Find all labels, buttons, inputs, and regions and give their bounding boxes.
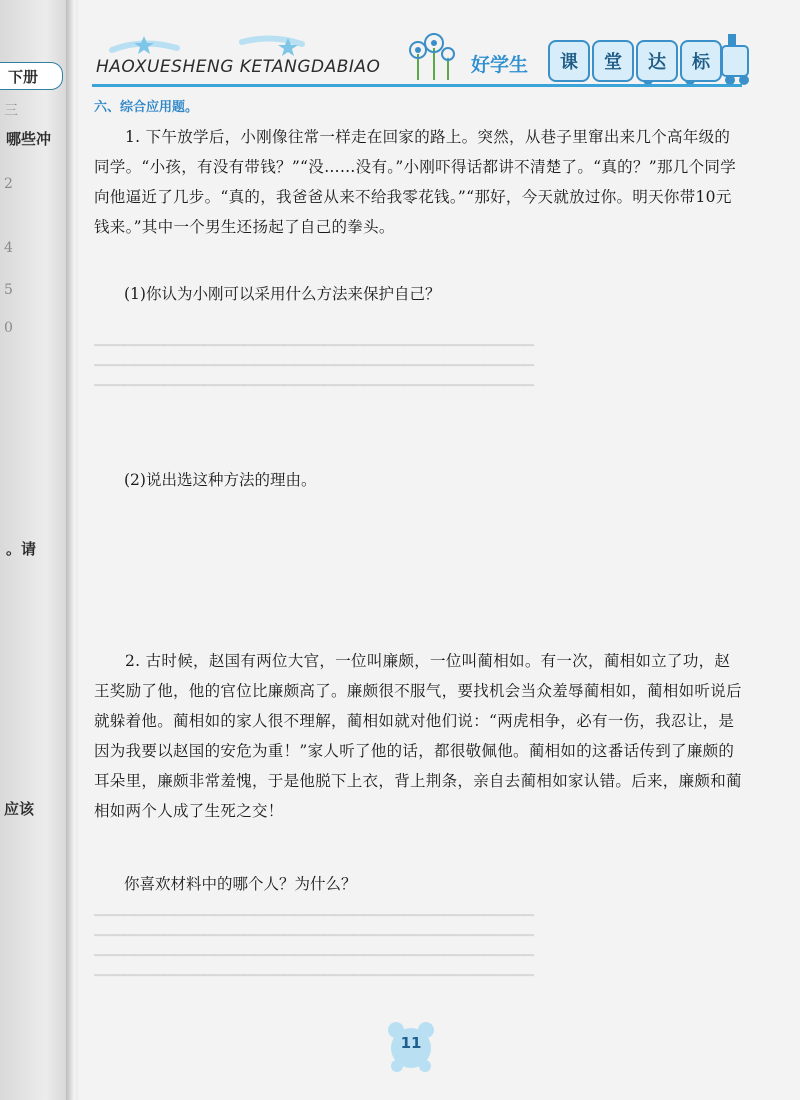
brand-box: 达 <box>636 40 678 82</box>
question-1-sub-1: (1)你认为小刚可以采用什么方法来保护自己？ <box>124 285 441 303</box>
brand-box: 课 <box>548 40 590 82</box>
left-fragment: 0 <box>4 320 13 336</box>
left-fragment: 4 <box>4 240 13 256</box>
question-1-sub-2: (2)说出选这种方法的理由。 <box>124 471 317 489</box>
question-2-prompt: 你喜欢材料中的哪个人？为什么？ <box>124 875 357 893</box>
show-through-texture: ▁▁▁▁▁▁▁▁▁▁▁▁▁▁▁▁▁▁▁▁▁▁▁▁▁▁▁▁▁▁▁▁▁▁▁▁▁▁▁▁▁▁▁▁ ▁▁▁▁▁▁▁▁▁▁▁▁▁▁▁▁▁▁▁▁▁▁▁▁▁▁▁▁▁▁▁▁▁▁▁▁▁▁▁▁▁▁▁▁ ▁▁▁▁▁▁▁▁▁▁▁▁▁▁▁▁▁▁▁▁▁▁▁▁▁▁▁▁▁▁▁▁▁▁▁▁▁▁▁▁▁▁▁▁ <box>94 332 534 387</box>
left-fragment: 三 <box>4 103 18 119</box>
brand-box: 堂 <box>592 40 634 82</box>
left-fragment: 应该 <box>4 800 35 818</box>
left-fragment: 5 <box>4 282 13 298</box>
header-underline <box>92 84 742 87</box>
header-pinyin: HAOXUESHENG KETANGDABIAO <box>96 57 381 77</box>
question-2-text: 2. 古时候，赵国有两位大官，一位叫廉颇，一位叫蔺相如。有一次，蔺相如立了功，赵王奖励了他，他的官位比廉颇高了。廉颇很不服气，要找机会当众羞辱蔺相如，蔺相如听说后就躲着他。蔺相如的家人很不理解，蔺相如就对他们说：“两虎相争，必有一伤，我忍让，是因为我要以赵国的安危为重！”家人听了他的话，都很敬佩他。蔺相如的这番话传到了廉颇的耳朵里，廉颇非常羞愧，于是他脱下上衣，背上荆条，亲自去蔺相如家认错。后来，廉颇和蔺相如两个人成了生死之交！ <box>94 652 742 820</box>
star-icon <box>134 36 154 54</box>
question-1-text: 1. 下午放学后，小刚像往常一样走在回家的路上。突然，从巷子里窜出来几个高年级的同学。“小孩，有没有带钱？”“没……没有。”小刚吓得话都讲不清楚了。“真的？”那几个同学向他逼近了几步。“真的，我爸爸从来不给我零花钱。”“那好，今天就放过你。明天你带10元钱来。”其中一个男生还扬起了自己的拳头。 <box>94 128 736 236</box>
question-1-passage <box>94 122 744 242</box>
left-fragment: 。请 <box>6 540 37 558</box>
volume-label: 下册 <box>8 68 39 86</box>
flower-icon <box>410 34 454 80</box>
brand-name: 好学生 <box>471 54 529 76</box>
left-fragment: 2 <box>4 176 13 192</box>
question-2-passage <box>94 646 744 826</box>
section-title: 六、综合应用题。 <box>94 100 199 115</box>
show-through-texture: ▁▁▁▁▁▁▁▁▁▁▁▁▁▁▁▁▁▁▁▁▁▁▁▁▁▁▁▁▁▁▁▁▁▁▁▁▁▁▁▁▁▁▁▁ ▁▁▁▁▁▁▁▁▁▁▁▁▁▁▁▁▁▁▁▁▁▁▁▁▁▁▁▁▁▁▁▁▁▁▁▁▁▁▁▁▁▁▁▁ ▁▁▁▁▁▁▁▁▁▁▁▁▁▁▁▁▁▁▁▁▁▁▁▁▁▁▁▁▁▁▁▁▁▁▁▁▁▁▁▁▁▁▁▁ ▁▁▁▁▁▁▁▁▁▁▁▁▁▁▁▁▁▁▁▁▁▁▁▁▁▁▁▁▁▁▁▁▁▁▁▁▁▁▁▁▁▁▁▁ <box>94 902 534 977</box>
left-fragment: 哪些冲 <box>6 130 52 148</box>
page-number-badge <box>383 1018 439 1074</box>
brand-box: 标 <box>680 40 722 82</box>
page-number: 11 <box>400 1034 422 1052</box>
